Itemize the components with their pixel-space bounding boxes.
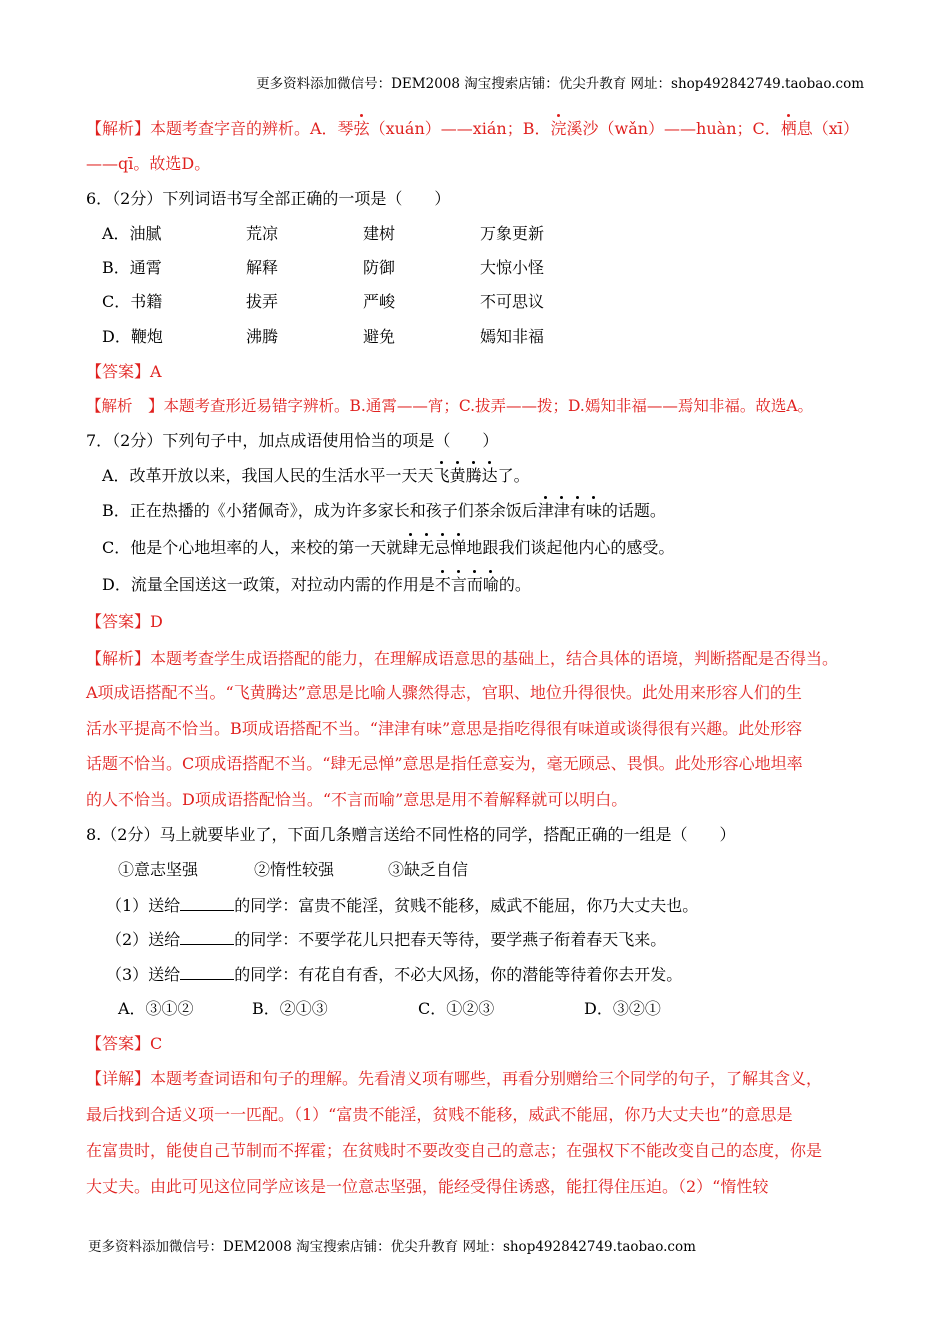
q8-item-1 [106,895,698,917]
q8-detail-line3: 在富贵时，能使自己节制而不挥霍；在贫贱时不要改变自己的意志；在强权下不能改变自己的态度，你是 [86,1141,823,1160]
q5-dotted-char-a: 弦 [353,119,370,138]
q8-item-2-text: 的同学：不要学花儿只把春天等待，要学燕子衔着春天飞来。 [234,930,667,949]
q7-option-a-idiom [434,466,498,485]
q8-detail-line1: 【详解】本题考查词语和句子的理解。先看清义项有哪些，再看分别赠给三个同学的句子，了解其含义， [86,1069,823,1088]
q7-analysis-line1: 【解析】本题考查学生成语搭配的能力，在理解成语意思的基础上，结合具体的语境，判断搭配是否得当。 [86,649,839,668]
q5-dotted-char-b: 浣 [550,119,567,138]
emphasis-dotted-char: 有 [569,501,586,520]
q7-analysis-line3: 活水平提高不恰当。B项成语搭配不当。“津津有味”意思是指吃得很有味道或谈得很有兴趣。此处形容 [86,719,803,738]
emphasis-dotted-char: 无 [418,538,435,557]
q5-analysis-text: 【解析】本题考查字音的辨析。A．琴 [86,119,354,138]
q6-option-c-word3: 严峻 [363,292,396,311]
q7-option-b-text: B．正在热播的《小猪佩奇》，成为许多家长和孩子们茶余饭后 [102,501,538,520]
emphasis-dotted-char: 肆 [402,538,419,557]
emphasis-dotted-char: 而 [466,575,483,594]
q6-option-d-word2: 沸腾 [246,327,279,346]
q7-option-d [102,574,531,596]
q6-answer: 【答案】A [86,362,162,381]
q5-pinyin-c: 息（xī） [796,119,859,138]
q8-item-1-text: 的同学：富贵不能淫，贫贱不能移，威武不能屈，你乃大丈夫也。 [234,896,699,915]
emphasis-dotted-char: 达 [481,466,498,485]
q7-option-c-idiom [402,538,466,557]
q8-choice-b: B．②①③ [252,999,328,1018]
emphasis-dotted-char: 喻 [482,575,499,594]
q5-dotted-char-c: 栖 [780,119,797,138]
q7-option-b-idiom [538,501,602,520]
q7-analysis-line5: 的人不恰当。D项成语搭配恰当。“不言而喻”意思是用不着解释就可以明白。 [86,790,628,809]
q7-option-c [102,537,674,559]
emphasis-dotted-char: 惮 [450,538,467,557]
q5-analysis-line2: ——qī。故选D。 [86,154,211,173]
q8-trait-3: ③缺乏自信 [388,860,469,879]
q8-item-2-blank [180,930,234,945]
emphasis-dotted-char: 言 [450,575,467,594]
page-header: 更多资料添加微信号：DEM2008 淘宝搜索店铺：优尖升教育 网址：shop492842749.taobao.com [256,76,864,92]
q7-answer: 【答案】D [86,612,163,631]
q7-analysis-line4: 话题不恰当。C项成语搭配不当。“肆无忌惮”意思是指任意妄为，毫无顾忌、畏惧。此处形容心地坦率 [86,754,803,773]
q8-item-3-blank [180,965,234,980]
q6-option-a-label: A．油腻 [102,224,162,243]
q7-option-d-text: D．流量全国送这一政策，对拉动内需的作用是 [102,575,435,594]
q8-item-2 [106,929,666,951]
q8-choice-a: A．③①② [118,999,194,1018]
q8-item-3-prefix: （3）送给 [106,965,181,984]
q7-option-d-idiom [435,575,499,594]
q7-stem: 7．（2分）下列句子中，加点成语使用恰当的项是（ ） [86,431,499,450]
emphasis-dotted-char: 津 [537,501,554,520]
q8-item-3-text: 的同学：有花自有香，不必大风扬，你的潜能等待着你去开发。 [234,965,683,984]
q5-pinyin-a: （xuán）——xián；B． [369,119,551,138]
q8-item-2-prefix: （2）送给 [106,930,181,949]
emphasis-dotted-char: 忌 [434,538,451,557]
q7-option-b-end: 的话题。 [601,501,666,520]
q6-option-a-word3: 建树 [363,224,396,243]
q8-item-1-prefix: （1）送给 [106,896,181,915]
q6-option-d-word3: 避免 [363,327,396,346]
emphasis-dotted-char: 味 [585,501,602,520]
q7-analysis-line2: A项成语搭配不当。“飞黄腾达”意思是比喻人骤然得志，官职、地位升得很快。此处用来形容人们的生 [86,683,802,702]
q6-option-c-label: C．书籍 [102,292,163,311]
q8-item-1-blank [180,896,234,911]
emphasis-dotted-char: 飞 [433,466,450,485]
q5-analysis-line1 [86,118,859,140]
q8-answer: 【答案】C [86,1034,163,1053]
q6-option-d-label: D．鞭炮 [102,327,163,346]
q8-choice-d: D．③②① [584,999,661,1018]
q6-analysis: 【解析 】本题考查形近易错字辨析。B.通霄——宵；C.拔弄——拨；D.嫣知非福——焉知非福。故选A。 [86,397,814,415]
q7-option-a-text: A．改革开放以来，我国人民的生活水平一天天 [102,466,434,485]
q6-option-a-word4: 万象更新 [480,224,545,243]
q6-option-a-word2: 荒凉 [246,224,279,243]
q7-option-c-end: 地跟我们谈起他内心的感受。 [466,538,675,557]
q8-detail-line2: 最后找到合适义项一一匹配。（1）“富贵不能淫，贫贱不能移，威武不能屈，你乃大丈夫也”的意思是 [86,1105,793,1124]
q6-option-b-word2: 解释 [246,258,279,277]
q6-option-b-word3: 防御 [363,258,396,277]
q8-stem: 8.（2分）马上就要毕业了，下面几条赠言送给不同性格的同学，搭配正确的一组是（ ） [86,825,736,844]
q6-option-c-word4: 不可思议 [480,292,545,311]
q7-option-d-end: 的。 [498,575,531,594]
page-footer: 更多资料添加微信号：DEM2008 淘宝搜索店铺：优尖升教育 网址：shop492842749.taobao.com [88,1239,696,1255]
q8-detail-line4: 大丈夫。由此可见这位同学应该是一位意志坚强，能经受得住诱惑，能扛得住压迫。（2）“惰性较 [86,1177,769,1196]
emphasis-dotted-char: 不 [434,575,451,594]
q6-option-c-word2: 拔弄 [246,292,279,311]
emphasis-dotted-char: 津 [553,501,570,520]
q7-option-c-text: C．他是个心地坦率的人，来校的第一天就 [102,538,403,557]
q6-option-b-label: B．通霄 [102,258,162,277]
q6-stem: 6．（2分）下列词语书写全部正确的一项是（ ） [86,189,451,208]
emphasis-dotted-char: 腾 [465,466,482,485]
q8-trait-2: ②惰性较强 [254,860,335,879]
q7-option-a [102,465,530,487]
q8-trait-1: ①意志坚强 [118,860,199,879]
emphasis-dotted-char: 黄 [449,466,466,485]
q7-option-b [102,500,666,522]
q8-item-3 [106,964,682,986]
q6-option-d-word4: 嫣知非福 [480,327,545,346]
q5-pinyin-b: 溪沙（wǎn）——huàn；C． [566,119,781,138]
q6-option-b-word4: 大惊小怪 [480,258,545,277]
q7-option-a-end: 了。 [497,466,530,485]
q8-choice-c: C．①②③ [418,999,495,1018]
